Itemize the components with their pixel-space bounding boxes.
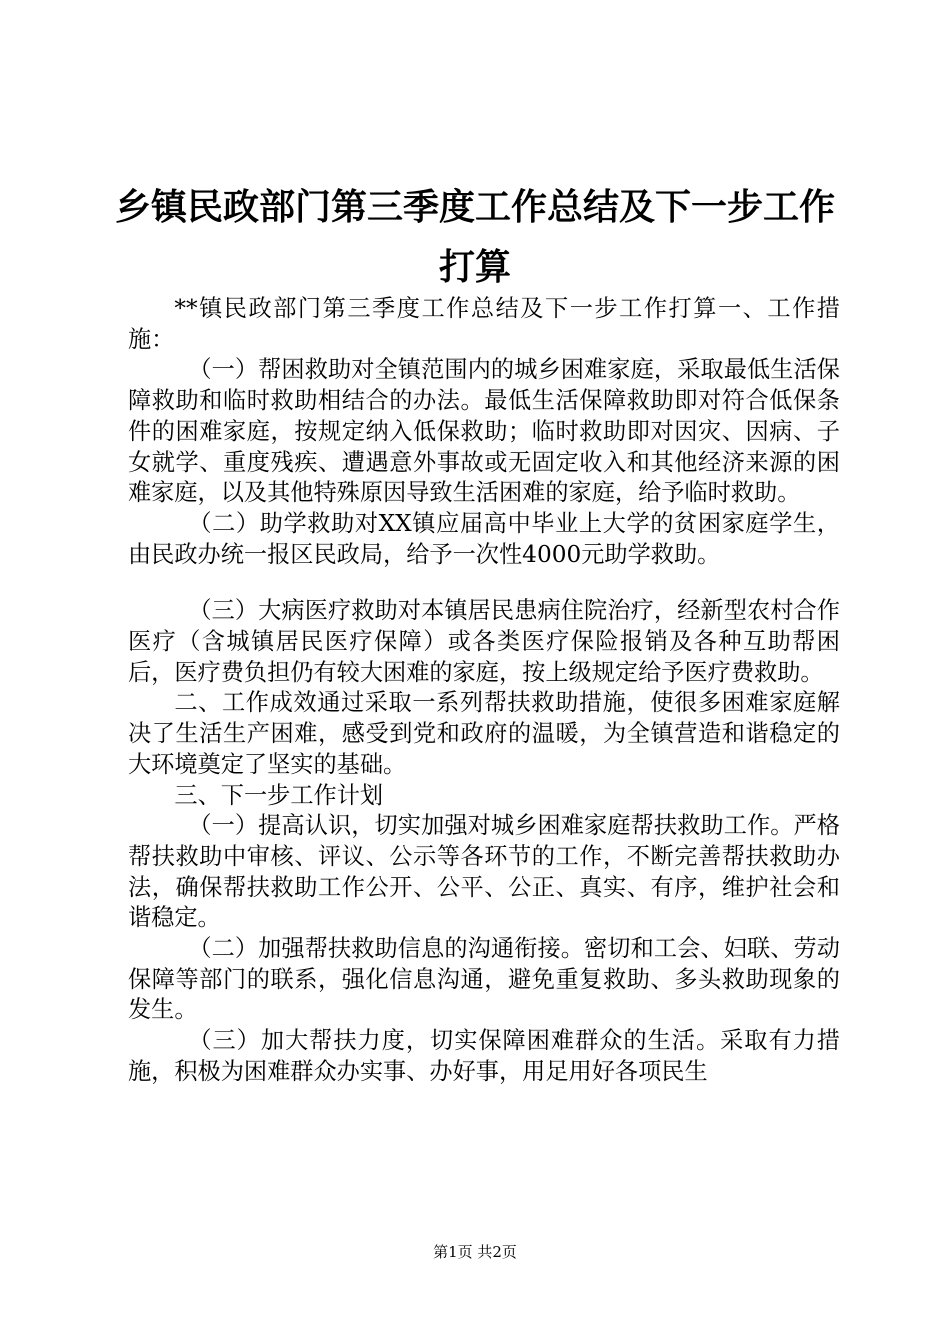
paragraph-results: 二、工作成效通过采取一系列帮扶救助措施，使很多困难家庭解决了生活生产困难，感受到党和政府的温暖，为全镇营造和谐稳定的大环境奠定了坚实的基础。 xyxy=(128,689,840,778)
page-number-footer: 第1页 共2页 xyxy=(433,1243,517,1261)
document-body xyxy=(128,294,840,1088)
paragraph-measure-1: （一）帮困救助对全镇范围内的城乡困难家庭，采取最低生活保障救助和临时救助相结合的办法。最低生活保障救助即对符合低保条件的困难家庭，按规定纳入低保救助；临时救助即对因灾、因病、子女就学、重度残疾、遭遇意外事故或无固定收入和其他经济来源的困难家庭，以及其他特殊原因导致生活困难的家庭，给予临时救助。 xyxy=(128,356,840,507)
document-title-continued: 打算 xyxy=(438,247,511,288)
paragraph-measure-2: （二）助学救助对XX镇应届高中毕业上大学的贫困家庭学生，由民政办统一报区民政局，给予一次性4000元助学救助。 xyxy=(128,509,840,568)
paragraph-plan-1: （一）提高认识，切实加强对城乡困难家庭帮扶救助工作。严格帮扶救助中审核、评议、公示等各环节的工作，不断完善帮扶救助办法，确保帮扶救助工作公开、公平、公正、真实、有序，维护社会和谐稳定。 xyxy=(128,812,840,932)
paragraph-intro: **镇民政部门第三季度工作总结及下一步工作打算一、工作措施： xyxy=(128,295,840,353)
document-title: 乡镇民政部门第三季度工作总结及下一步工作 xyxy=(114,187,835,228)
paragraph-measure-3: （三）大病医疗救助对本镇居民患病住院治疗，经新型农村合作医疗（含城镇居民医疗保障）或各类医疗保险报销及各种互助帮困后，医疗费负担仍有较大困难的家庭，按上级规定给予医疗费救助。 xyxy=(128,597,840,686)
paragraph-plan-3: （三）加大帮扶力度，切实保障困难群众的生活。采取有力措施，积极为困难群众办实事、办好事，用足用好各项民生 xyxy=(128,1027,840,1085)
paragraph-plan-heading: 三、下一步工作计划 xyxy=(174,781,384,809)
paragraph-plan-2: （二）加强帮扶救助信息的沟通衔接。密切和工会、妇联、劳动保障等部门的联系，强化信息沟通，避免重复救助、多头救助现象的发生。 xyxy=(128,935,840,1024)
